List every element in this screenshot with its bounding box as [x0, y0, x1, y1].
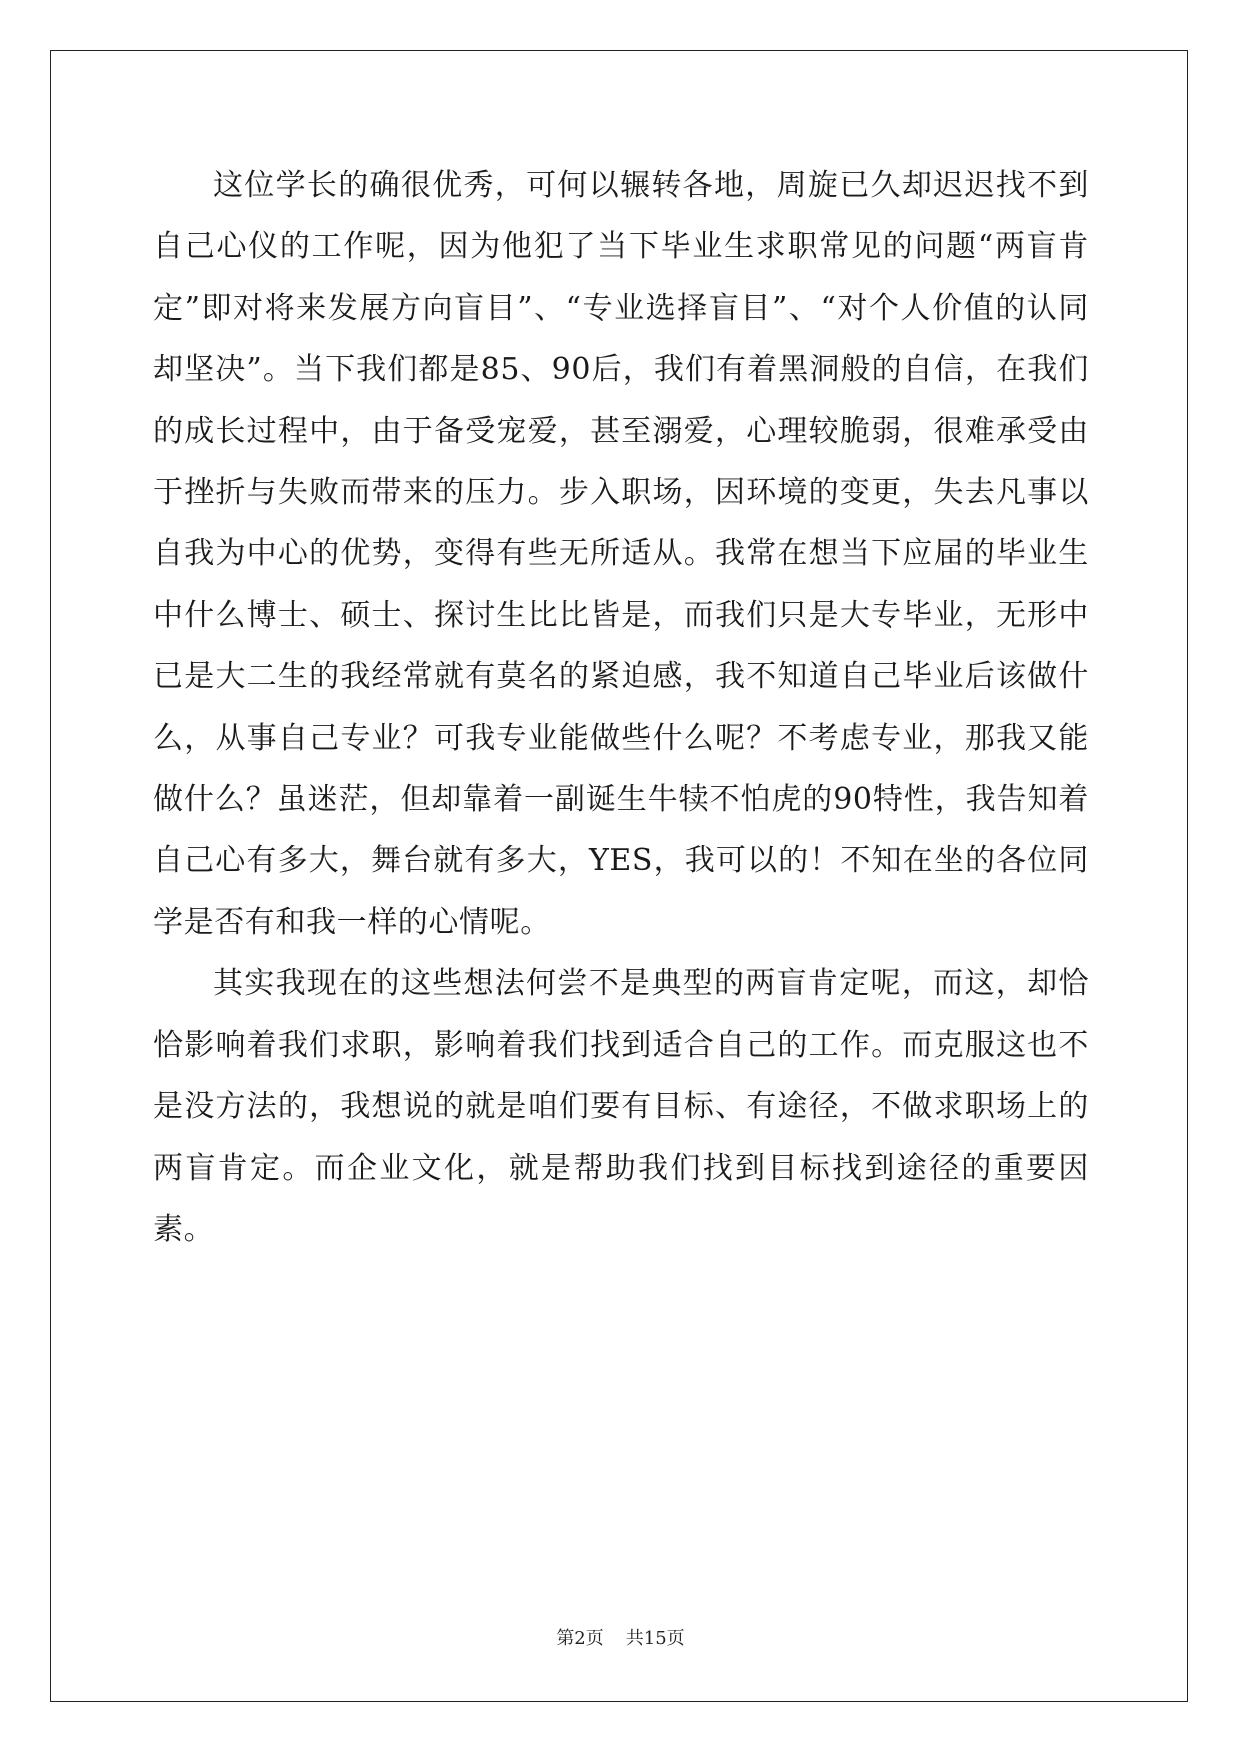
page-total: 共15页: [625, 1628, 685, 1649]
page-footer: [0, 1624, 1241, 1650]
document-body: [153, 155, 1089, 1260]
paragraph-1: 这位学长的确很优秀，可何以辗转各地，周旋已久却迟迟找不到自己心仪的工作呢，因为他犯了当下毕业生求职常见的问题“两盲肯定”即对将来发展方向盲目”、“专业选择盲目”、“对个人价值的认同却坚决”。当下我们都是85、90后，我们有着黑洞般的自信，在我们的成长过程中，由于备受宠爱，甚至溺爱，心理较脆弱，很难承受由于挫折与失败而带来的压力。步入职场，因环境的变更，失去凡事以自我为中心的优势，变得有些无所适从。我常在想当下应届的毕业生中什么博士、硕士、探讨生比比皆是，而我们只是大专毕业，无形中已是大二生的我经常就有莫名的紧迫感，我不知道自己毕业后该做什么，从事自己专业？可我专业能做些什么呢？不考虑专业，那我又能做什么？虽迷茫，但却靠着一副诞生牛犊不怕虎的90特性，我告知着自己心有多大，舞台就有多大，YES，我可以的！不知在坐的各位同学是否有和我一样的心情呢。: [153, 168, 1089, 940]
paragraph-2: 其实我现在的这些想法何尝不是典型的两盲肯定呢，而这，却恰恰影响着我们求职，影响着我们找到适合自己的工作。而克服这也不是没方法的，我想说的就是咱们要有目标、有途径，不做求职场上的两盲肯定。而企业文化，就是帮助我们找到目标找到途径的重要因素。: [153, 966, 1089, 1247]
page-number: 第2页: [556, 1628, 604, 1649]
